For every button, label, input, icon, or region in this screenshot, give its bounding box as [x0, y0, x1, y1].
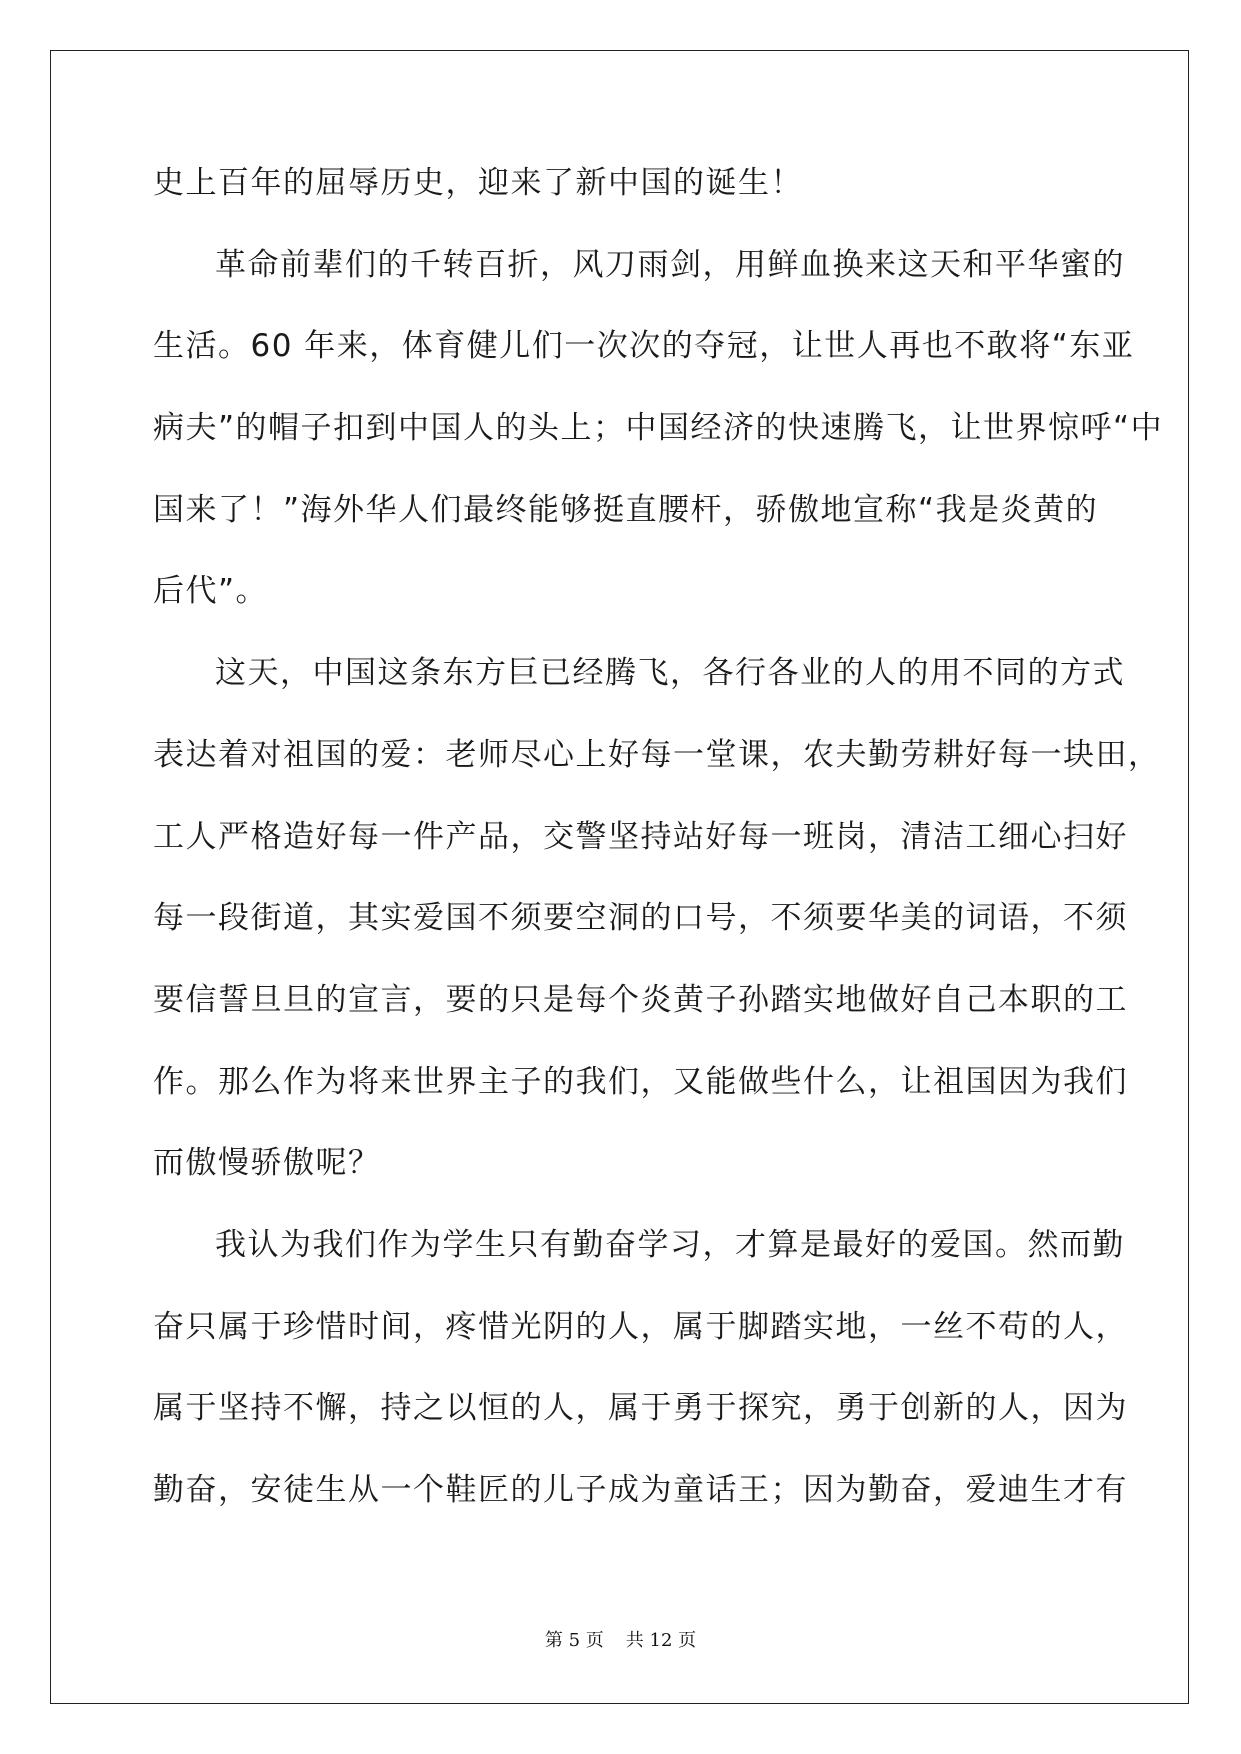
text-line: 表达着对祖国的爱：老师尽心上好每一堂课，农夫勤劳耕好每一块田，	[153, 736, 1161, 773]
text-line: 史上百年的屈辱历史，迎来了新中国的诞生！	[153, 165, 803, 201]
text-line: 作。那么作为将来世界主子的我们，又能做些什么，让祖国因为我们	[153, 1063, 1128, 1100]
text-line: 勤奋，安徒生从一个鞋匠的儿子成为童话王；因为勤奋，爱迪生才有	[153, 1472, 1128, 1508]
text-line: 工人严格造好每一件产品，交警坚持站好每一班岗，清洁工细心扫好	[153, 818, 1128, 855]
page-number: 第 5 页	[544, 1630, 604, 1651]
paragraph-first-line: 我认为我们作为学生只有勤奋学习，才算是最好的爱国。然而勤	[215, 1226, 1125, 1263]
page-total: 共 12 页	[625, 1630, 697, 1651]
text-line: 病夫”的帽子扣到中国人的头上；中国经济的快速腾飞，让世界惊呼“中	[153, 410, 1164, 447]
page-footer	[0, 1626, 1241, 1652]
document-body	[153, 165, 1164, 1557]
text-line: 每一段街道，其实爱国不须要空洞的口号，不须要华美的词语，不须	[153, 900, 1128, 937]
text-line: 奋只属于珍惜时间，疼惜光阴的人，属于脚踏实地，一丝不苟的人，	[153, 1308, 1128, 1345]
text-line: 属于坚持不懈，持之以恒的人，属于勇于探究，勇于创新的人，因为	[153, 1390, 1128, 1427]
paragraph-first-line: 革命前辈们的千转百折，风刀雨剑，用鲜血换来这天和平华蜜的	[215, 246, 1125, 283]
paragraph-first-line: 这天，中国这条东方巨已经腾飞，各行各业的人的用不同的方式	[215, 655, 1125, 692]
text-line: 而傲慢骄傲呢？	[153, 1145, 381, 1182]
text-line: 要信誓旦旦的宣言，要的只是每个炎黄子孙踏实地做好自己本职的工	[153, 981, 1128, 1018]
text-line: 生活。60 年来，体育健儿们一次次的夺冠，让世人再也不敢将“东亚	[153, 328, 1135, 365]
text-line: 国来了！”海外华人们最终能够挺直腰杆，骄傲地宣称“我是炎黄的	[153, 491, 1099, 528]
text-line: 后代”。	[153, 573, 269, 610]
